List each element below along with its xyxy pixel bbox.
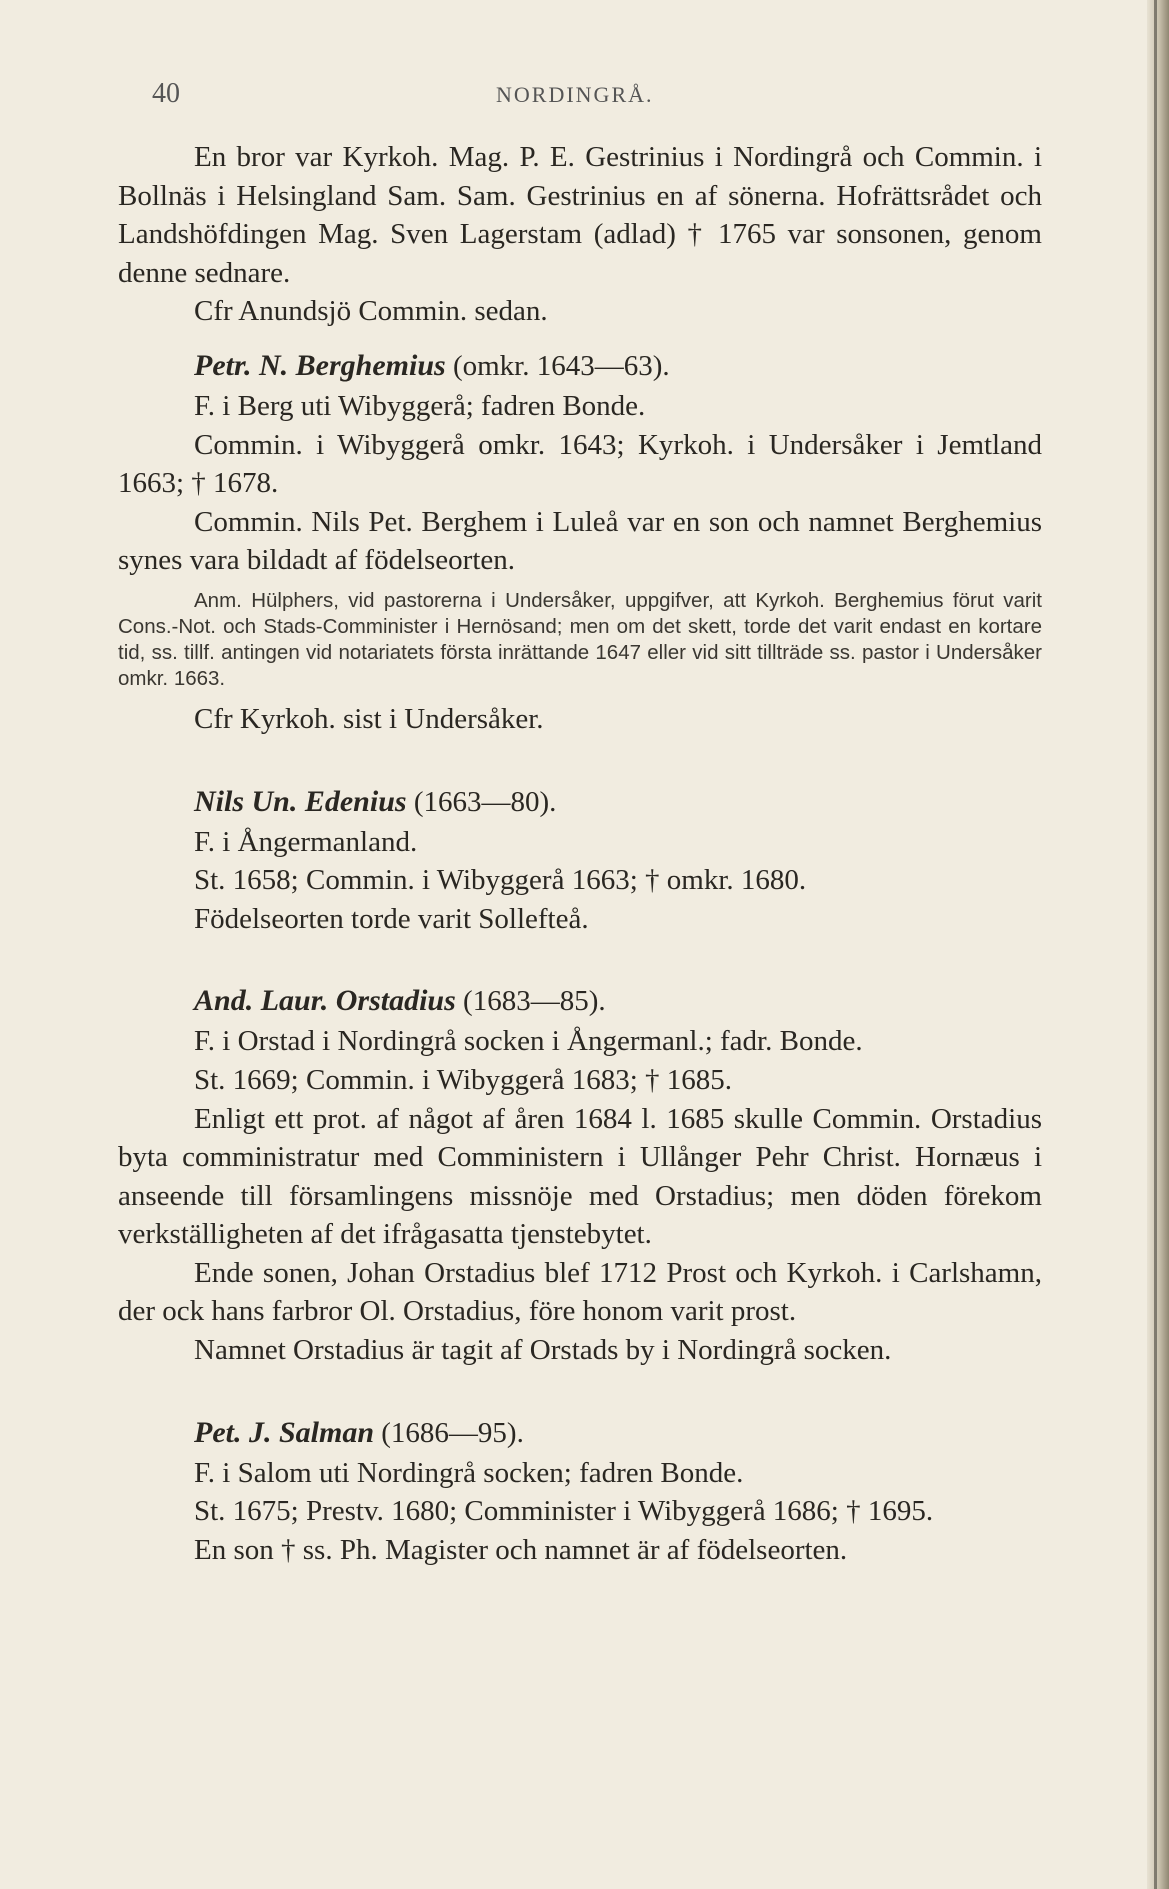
footnote: Anm. Hülphers, vid pastorerna i Undersåker, uppgifver, att Kyrkoh. Berghemius förut varit Cons.-Not. och Stads-Comminister i Hernösand; men om det skett, torde det varit endast en kortare tid, ss. tillf. antingen vid notariatets första inrättande 1647 eller vid sitt tillträde ss. pastor i Undersåker omkr. 1663. xyxy=(118,588,1042,690)
entry-heading xyxy=(118,345,1042,387)
entry-paragraph: Ende sonen, Johan Orstadius blef 1712 Prost och Kyrkoh. i Carlshamn, der ock hans farbror Ol. Orstadius, före honom varit prost. xyxy=(118,1256,1042,1328)
entry-paragraph: Cfr Kyrkoh. sist i Undersåker. xyxy=(194,702,544,735)
entry-paragraph: Födelseorten torde varit Sollefteå. xyxy=(194,902,589,935)
entry-paragraph: Enligt ett prot. af något af åren 1684 l. 1685 skulle Commin. Orstadius byta comministratur med Comministern i Ullånger Pehr Christ. Hornæus i anseende till församlingens missnöje med Orstadius; men döden förekom verkställigheten af det ifrågasatta tjenstebytet. xyxy=(118,1102,1042,1251)
entry-heading xyxy=(118,781,1042,823)
entry-name: And. Laur. Orstadius xyxy=(194,984,456,1018)
entry-paragraph: F. i Berg uti Wibyggerå; fadren Bonde. xyxy=(194,389,646,422)
entry-paragraph: En son † ss. Ph. Magister och namnet är af födelseorten. xyxy=(194,1533,848,1566)
entry-paragraph: F. i Ångermanland. xyxy=(194,825,418,858)
intro-paragraph: Cfr Anundsjö Commin. sedan. xyxy=(194,295,548,328)
running-title: NORDINGRÅ. xyxy=(496,82,654,107)
entry-paragraph: Commin. i Wibyggerå omkr. 1643; Kyrkoh. i Undersåker i Jemtland 1663; † 1678. xyxy=(118,428,1042,500)
entry-paragraph: F. i Orstad i Nordingrå socken i Ångermanl.; fadr. Bonde. xyxy=(194,1025,863,1058)
entry-paragraph: Commin. Nils Pet. Berghem i Luleå var en son och namnet Berghemius synes vara bildadt af födelseorten. xyxy=(118,505,1042,577)
entry-paragraph: St. 1675; Prestv. 1680; Comminister i Wibyggerå 1686; † 1695. xyxy=(194,1495,934,1528)
page-number: 40 xyxy=(152,78,180,109)
entry-heading xyxy=(118,980,1042,1022)
binding-line xyxy=(1154,0,1157,1889)
entry-heading xyxy=(118,1412,1042,1454)
entry-name: Nils Un. Edenius xyxy=(194,784,407,818)
running-header xyxy=(0,78,1169,114)
entry-paragraph: Namnet Orstadius är tagit af Orstads by i Nordingrå socken. xyxy=(194,1334,892,1367)
entry-dates: (1663—80). xyxy=(406,785,557,818)
entry-dates: (1686—95). xyxy=(374,1416,524,1449)
entry-paragraph: F. i Salom uti Nordingrå socken; fadren Bonde. xyxy=(194,1456,744,1489)
entry-paragraph: St. 1669; Commin. i Wibyggerå 1683; † 1685. xyxy=(194,1063,733,1096)
entry-paragraph: St. 1658; Commin. i Wibyggerå 1663; † omkr. 1680. xyxy=(194,864,807,897)
entry-name: Pet. J. Salman xyxy=(194,1415,375,1449)
intro-paragraph: En bror var Kyrkoh. Mag. P. E. Gestrinius i Nordingrå och Commin. i Bollnäs i Helsingland Sam. Sam. Gestrinius en af sönerna. Hofrättsrådet och Landshöfdingen Mag. Sven Lagerstam (adlad) † 1765 var sonsonen, genom denne sednare. xyxy=(118,141,1042,289)
page-text xyxy=(118,138,1042,1569)
page-edge xyxy=(1147,0,1169,1889)
entry-name: Petr. N. Berghemius xyxy=(194,348,446,382)
entry-dates: (1683—85). xyxy=(455,985,606,1018)
entry-dates: (omkr. 1643—63). xyxy=(445,349,670,382)
